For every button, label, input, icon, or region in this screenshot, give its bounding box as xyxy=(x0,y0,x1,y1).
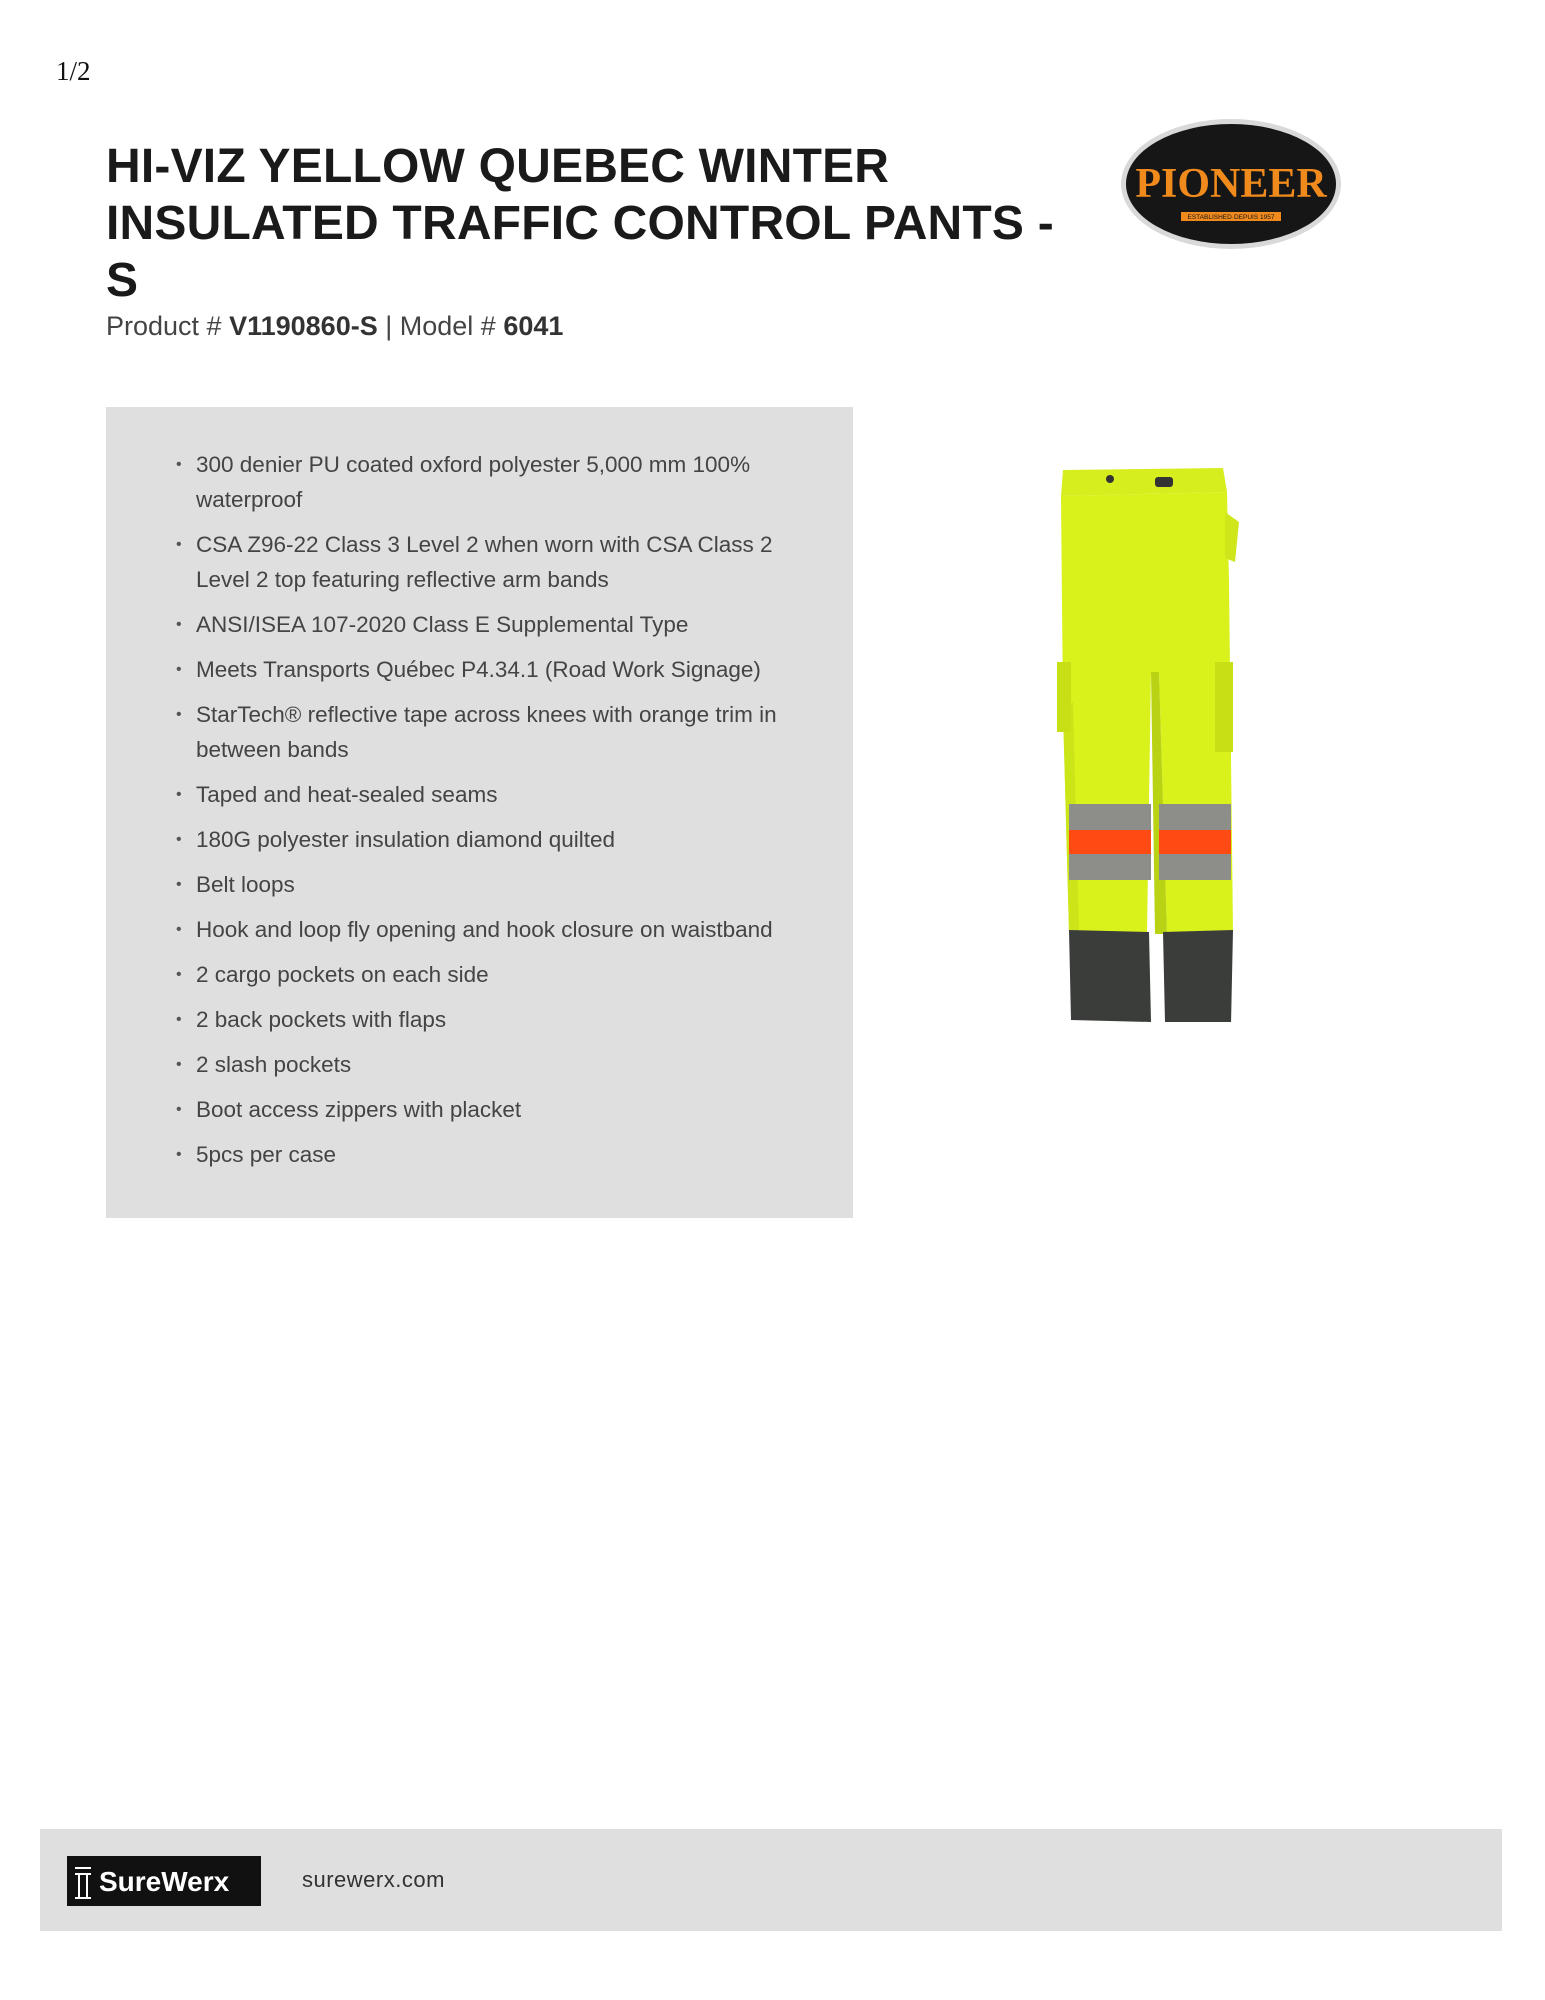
feature-item: • 300 denier PU coated oxford polyester 5,000 mm 100% waterproof xyxy=(176,447,806,517)
identifier-separator: | xyxy=(377,311,400,341)
model-number-label: Model # xyxy=(399,311,504,341)
pioneer-logo xyxy=(1118,116,1344,252)
feature-item: • 2 slash pockets xyxy=(176,1047,806,1082)
model-number: 6041 xyxy=(503,311,564,341)
feature-item: • CSA Z96-22 Class 3 Level 2 when worn with CSA Class 2 Level 2 top featuring reflective arm bands xyxy=(176,527,806,597)
feature-list xyxy=(176,447,806,1182)
feature-item: • Hook and loop fly opening and hook closure on waistband xyxy=(176,912,806,947)
feature-item: • 5pcs per case xyxy=(176,1137,806,1172)
pioneer-logo-wordmark: PIONEER xyxy=(1135,161,1327,207)
feature-item: • ANSI/ISEA 107-2020 Class E Supplemental Type xyxy=(176,607,806,642)
product-title: HI-VIZ YELLOW QUEBEC WINTER INSULATED TRAFFIC CONTROL PANTS - S xyxy=(106,140,1054,307)
feature-item: • StarTech® reflective tape across knees with orange trim in between bands xyxy=(176,697,806,767)
feature-item: • Boot access zippers with placket xyxy=(176,1092,806,1127)
surewerx-logo xyxy=(67,1856,261,1906)
feature-item: • Belt loops xyxy=(176,867,806,902)
feature-item: • Taped and heat-sealed seams xyxy=(176,777,806,812)
product-identifiers xyxy=(106,311,563,342)
surewerx-logo-wordmark: SureWerx xyxy=(99,1866,230,1897)
product-number-label: Product # xyxy=(106,311,230,341)
footer-bar xyxy=(40,1829,1502,1931)
feature-item: • 2 back pockets with flaps xyxy=(176,1002,806,1037)
hi-viz-pants-image xyxy=(1055,462,1255,1022)
page-number: 1/2 xyxy=(56,56,91,86)
feature-panel xyxy=(106,407,853,1218)
feature-item: • Meets Transports Québec P4.34.1 (Road Work Signage) xyxy=(176,652,806,687)
product-number: V1190860-S xyxy=(229,311,378,341)
pioneer-logo-tagline: ESTABLISHED·DEPUIS 1957 xyxy=(1187,214,1275,221)
footer-website-link[interactable]: surewerx.com xyxy=(302,1867,445,1892)
feature-item: • 180G polyester insulation diamond quilted xyxy=(176,822,806,857)
feature-item: • 2 cargo pockets on each side xyxy=(176,957,806,992)
